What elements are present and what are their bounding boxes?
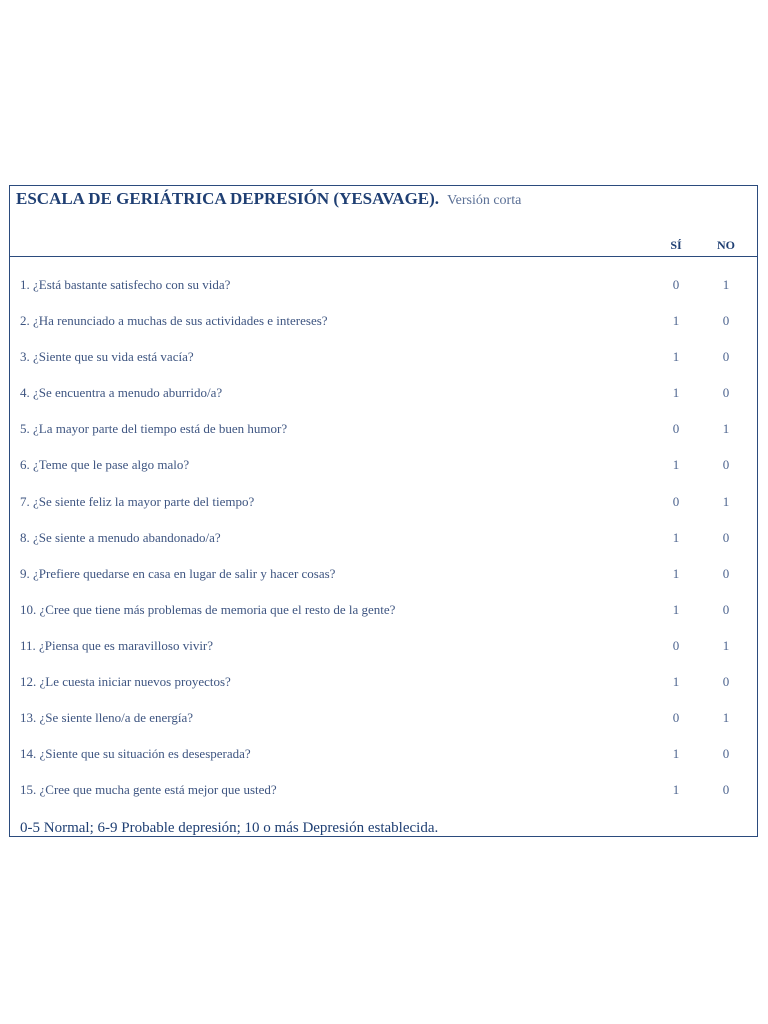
table-title <box>16 189 521 209</box>
yes-score: 1 <box>672 674 680 690</box>
scoring-note: 0-5 Normal; 6-9 Probable depresión; 10 o más Depresión establecida. <box>20 820 439 836</box>
no-score: 0 <box>722 782 730 798</box>
no-score: 1 <box>722 710 730 726</box>
column-header-no: NO <box>717 238 735 252</box>
yes-score: 0 <box>672 493 680 509</box>
yes-score: 1 <box>672 349 680 365</box>
yes-score: 1 <box>672 385 680 401</box>
question-text: 15. ¿Cree que mucha gente está mejor que usted? <box>20 782 277 798</box>
scale-title: ESCALA DE GERIÁTRICA DEPRESIÓN (YESAVAGE). <box>16 189 440 208</box>
question-row <box>10 665 757 701</box>
depression-scale-table <box>9 185 758 837</box>
question-row <box>10 521 757 557</box>
no-score: 0 <box>722 529 730 545</box>
no-score: 0 <box>722 313 730 329</box>
yes-score: 0 <box>672 277 680 292</box>
yes-score: 1 <box>672 565 680 581</box>
question-row <box>10 304 757 340</box>
question-row <box>10 557 757 593</box>
no-score: 1 <box>722 493 730 509</box>
question-text: 3. ¿Siente que su vida está vacía? <box>20 349 194 365</box>
question-row <box>10 412 757 448</box>
question-text: 5. ¿La mayor parte del tiempo está de buen humor? <box>20 421 288 437</box>
no-score: 1 <box>722 421 730 437</box>
question-row <box>10 448 757 484</box>
question-row <box>10 737 757 773</box>
no-score: 1 <box>722 637 730 653</box>
question-text: 8. ¿Se siente a menudo abandonado/a? <box>20 529 221 545</box>
yes-score: 1 <box>672 746 680 762</box>
question-text: 6. ¿Teme que le pase algo malo? <box>20 457 190 473</box>
question-list <box>10 268 757 809</box>
no-score: 1 <box>722 277 730 292</box>
no-score: 0 <box>722 565 730 581</box>
yes-score: 1 <box>672 457 680 473</box>
question-row <box>10 593 757 629</box>
question-text: 10. ¿Cree que tiene más problemas de memoria que el resto de la gente? <box>20 601 396 617</box>
scale-version: Versión corta <box>447 193 522 208</box>
question-text: 14. ¿Siente que su situación es desesperada? <box>20 746 251 762</box>
yes-score: 1 <box>672 529 680 545</box>
question-row <box>10 773 757 809</box>
question-row <box>10 485 757 521</box>
question-row <box>10 376 757 412</box>
no-score: 0 <box>722 601 730 617</box>
column-header-yes: SÍ <box>670 238 682 252</box>
no-score: 0 <box>722 349 730 365</box>
question-text: 2. ¿Ha renunciado a muchas de sus actividades e intereses? <box>20 313 328 329</box>
no-score: 0 <box>722 746 730 762</box>
question-text: 12. ¿Le cuesta iniciar nuevos proyectos? <box>20 674 231 690</box>
question-text: 4. ¿Se encuentra a menudo aburrido/a? <box>20 385 223 401</box>
header-divider <box>10 256 757 257</box>
yes-score: 0 <box>672 710 680 726</box>
yes-score: 0 <box>672 421 680 437</box>
question-text: 1. ¿Está bastante satisfecho con su vida? <box>20 277 231 292</box>
yes-score: 1 <box>672 601 680 617</box>
question-row <box>10 701 757 737</box>
no-score: 0 <box>722 385 730 401</box>
question-text: 11. ¿Piensa que es maravilloso vivir? <box>20 637 214 653</box>
question-text: 9. ¿Prefiere quedarse en casa en lugar de salir y hacer cosas? <box>20 565 336 581</box>
yes-score: 0 <box>672 637 680 653</box>
question-text: 7. ¿Se siente feliz la mayor parte del tiempo? <box>20 493 255 509</box>
yes-score: 1 <box>672 313 680 329</box>
question-text: 13. ¿Se siente lleno/a de energía? <box>20 710 194 726</box>
yes-score: 1 <box>672 782 680 798</box>
question-row <box>10 629 757 665</box>
no-score: 0 <box>722 674 730 690</box>
no-score: 0 <box>722 457 730 473</box>
question-row <box>10 340 757 376</box>
question-row <box>10 268 757 304</box>
